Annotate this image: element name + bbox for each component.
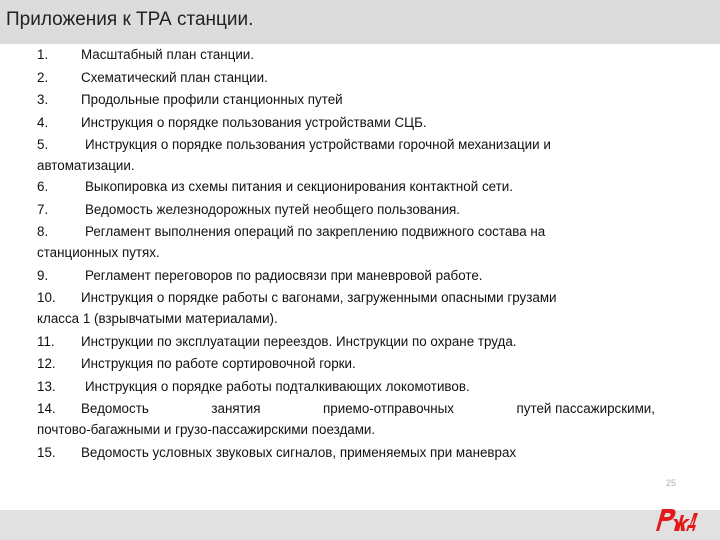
item-number: 12.: [37, 356, 56, 372]
item-number: 5.: [37, 137, 49, 153]
item-word: занятия: [211, 401, 261, 417]
item-word: Ведомость: [81, 401, 149, 417]
item-text: Масштабный план станции.: [81, 47, 255, 62]
page-number: 25: [665, 478, 676, 488]
item-word: путей пассажирскими,: [516, 401, 655, 417]
list-item: [37, 377, 655, 398]
title-bar: [0, 0, 720, 44]
item-text: Регламент переговоров по радиосвязи при маневровой работе.: [85, 267, 483, 283]
list-item: [37, 288, 655, 330]
item-text: Инструкция о порядке работы подталкивающих локомотивов.: [85, 378, 470, 394]
item-text: Регламент выполнения операций по закреплению подвижного состава на: [85, 224, 546, 240]
item-text: Ведомость условных звуковых сигналов, применяемых при маневрах: [81, 444, 517, 460]
item-text: Выкопировка из схемы питания и секционирования контактной сети.: [85, 178, 513, 194]
item-text-continuation: автоматизации.: [37, 158, 135, 174]
list-item: [37, 177, 655, 198]
item-text-continuation: станционных путях.: [37, 244, 160, 260]
item-text: Продольные профили станционных путей: [81, 92, 343, 108]
list-item: [37, 222, 655, 264]
item-number: 6.: [37, 178, 49, 194]
item-number: 11.: [37, 333, 55, 349]
item-number: 8.: [37, 224, 49, 240]
item-text: Инструкции по эксплуатации переездов. Инструкции по охране труда.: [81, 333, 517, 349]
item-number: 2.: [37, 69, 49, 85]
list-item: [37, 113, 655, 134]
list-item: [37, 354, 655, 375]
item-number: 3.: [37, 92, 49, 108]
justified-line: [37, 399, 655, 420]
item-number: 7.: [37, 201, 49, 217]
item-number: 9.: [37, 267, 49, 283]
list-item: [37, 332, 655, 353]
list-item: [37, 443, 655, 464]
list-item: [37, 45, 655, 66]
item-text: Схематический план станции.: [81, 69, 268, 85]
item-number: 14.: [37, 401, 56, 417]
list-item: [37, 266, 655, 287]
item-text: Инструкция о порядке пользования устройствами СЦБ.: [81, 114, 427, 130]
footer-bar: [0, 510, 720, 540]
list-item: [37, 135, 655, 177]
rzd-logo-icon: [654, 505, 700, 533]
item-word: приемо-отправочных: [323, 401, 454, 417]
list-item: [37, 399, 655, 441]
slide-title: Приложения к ТРА станции.: [6, 9, 254, 30]
list-item: [37, 68, 655, 89]
item-number: 15.: [37, 444, 56, 460]
item-number: 13.: [37, 378, 56, 394]
item-text-continuation: почтово-багажными и грузо-пассажирскими поездами.: [37, 422, 376, 438]
item-text-continuation: класса 1 (взрывчатыми материалами).: [37, 310, 278, 326]
item-number: 4.: [37, 114, 49, 130]
item-text: Инструкция о порядке работы с вагонами, загруженными опасными грузами: [81, 290, 557, 306]
list-item: [37, 90, 655, 111]
item-number: 10.: [37, 290, 56, 306]
item-text: Инструкция по работе сортировочной горки.: [81, 356, 356, 372]
appendix-list: [37, 45, 655, 464]
item-text: Инструкция о порядке пользования устройствами горочной механизации и: [85, 137, 551, 153]
item-text: Ведомость железнодорожных путей необщего пользования.: [85, 201, 461, 217]
list-item: [37, 200, 655, 221]
item-number: 1.: [37, 47, 49, 62]
